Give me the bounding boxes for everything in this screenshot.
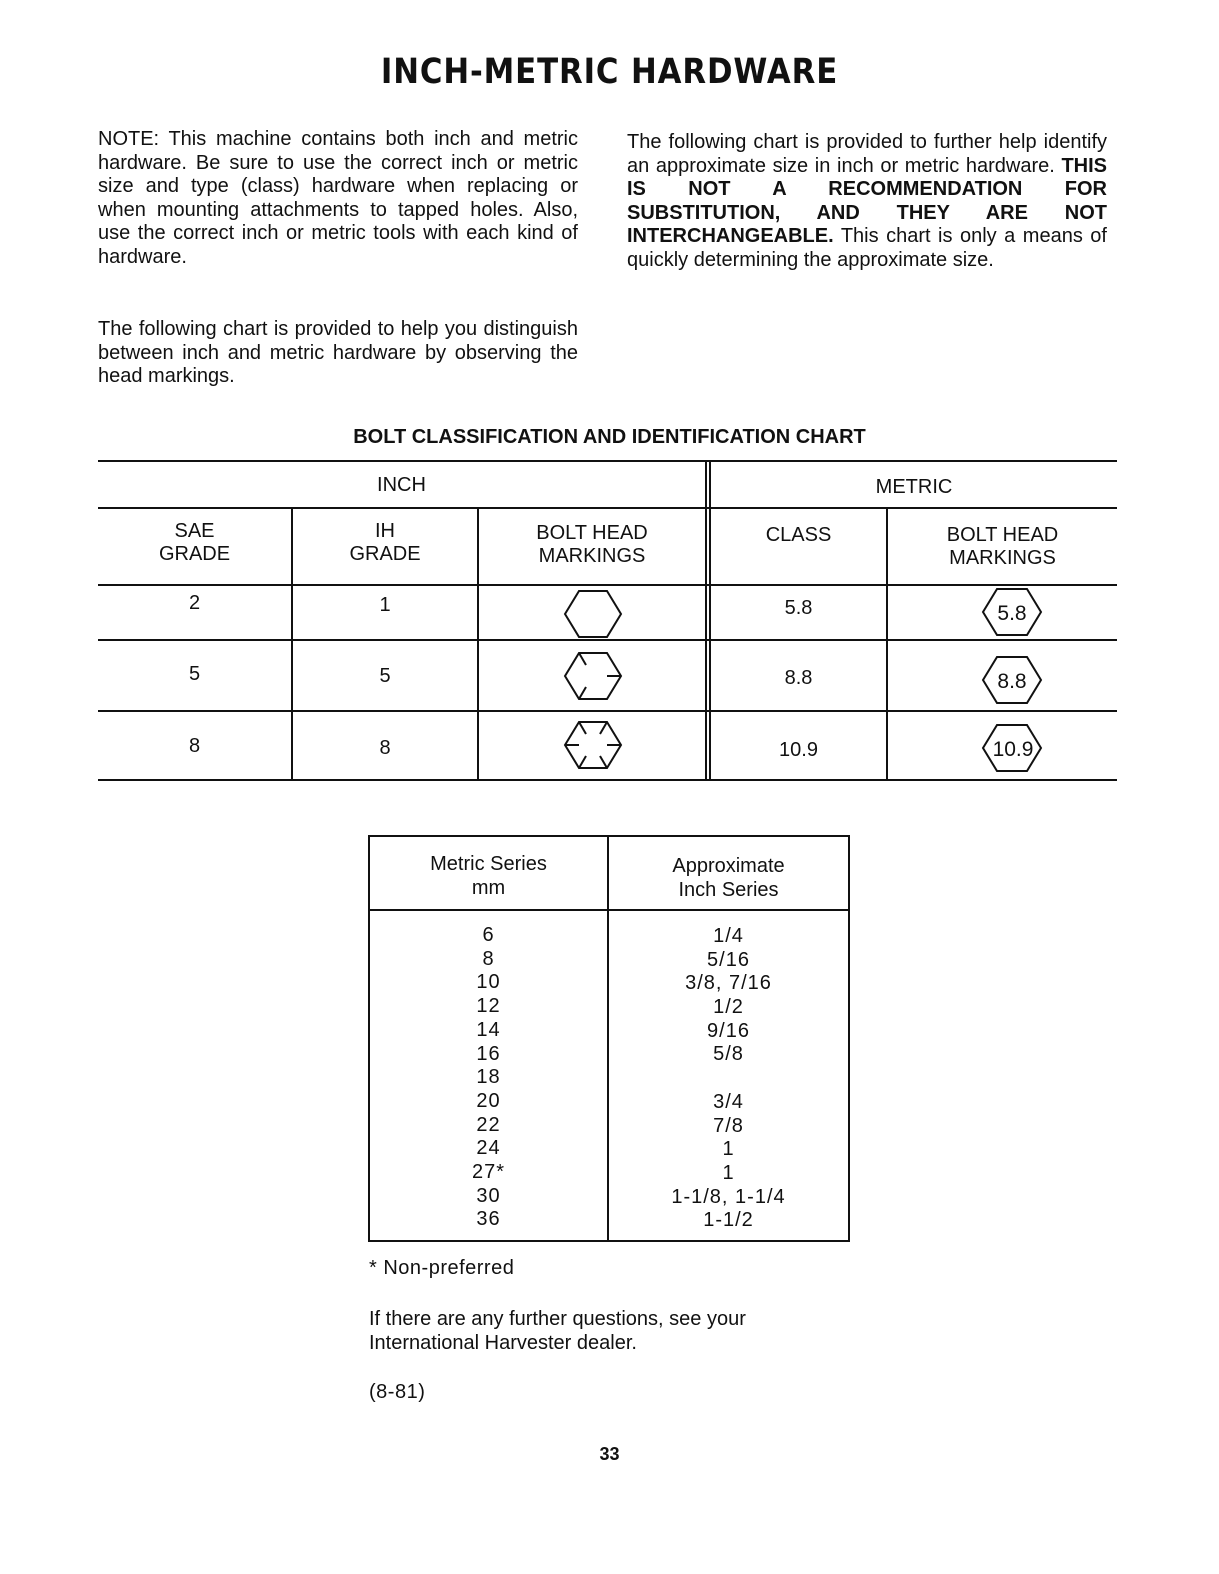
metric-group-header: METRIC	[875, 476, 953, 498]
metric-series-header	[370, 852, 607, 900]
ih-grade-cell: 8	[379, 737, 391, 759]
class-cell: 8.8	[784, 667, 813, 689]
hex-six-lines-icon	[563, 719, 623, 771]
metric-inch-series-table	[368, 835, 850, 1243]
inch-value: 1-1/2	[703, 1209, 754, 1232]
metric-hex-marking-icon	[981, 654, 1043, 706]
sae-header-line2: GRADE	[158, 543, 231, 565]
metric-value: 16	[476, 1042, 501, 1065]
inch-value: 9/16	[707, 1019, 750, 1042]
metric-value: 24	[476, 1137, 501, 1160]
hex-three-lines-icon	[563, 650, 623, 702]
approx-note-lead: The following chart is provided to further help identify an approximate size in inch or metric hardware.	[627, 131, 1107, 177]
metric-value: 27*	[471, 1161, 506, 1184]
ih-header-line2: GRADE	[349, 543, 421, 565]
ih-grade-header	[293, 520, 477, 566]
intro-note: NOTE: This machine contains both inch and metric hardware. Be sure to use the correct inch or metric size and type (class) hardware when replacing or when mounting attachments to tapped holes. Also, use the correct inch or metric tools with each kind of hardware.	[98, 128, 578, 268]
bolt-chart-title: BOLT CLASSIFICATION AND IDENTIFICATION CHART	[353, 426, 866, 448]
inch-value: 5/8	[713, 1043, 744, 1066]
metric-series-column	[370, 924, 607, 1232]
inch-value: 1	[722, 1138, 735, 1161]
non-preferred-footnote: * Non-preferred	[369, 1257, 515, 1279]
revision-code: (8-81)	[369, 1381, 426, 1403]
class-cell: 5.8	[784, 597, 813, 619]
metric-value: 12	[476, 995, 501, 1018]
inch-markings-line1: BOLT HEAD	[536, 522, 648, 544]
inch-group-header: INCH	[377, 474, 426, 496]
sae-grade-header	[98, 520, 291, 566]
inch-value: 1-1/8, 1-1/4	[671, 1185, 786, 1208]
metric-markings-line2: MARKINGS	[949, 547, 1056, 569]
class-header: CLASS	[765, 524, 832, 546]
metric-value: 14	[476, 1018, 501, 1041]
dealer-questions-note: If there are any further questions, see your International Harvester dealer.	[369, 1308, 746, 1354]
intro-approx-note	[627, 131, 1107, 272]
metric-hex-marking-icon	[981, 586, 1043, 638]
metric-value: 22	[476, 1113, 501, 1136]
ih-grade-cell: 5	[379, 665, 391, 687]
inch-value: 1	[722, 1161, 735, 1184]
sae-header-line1: SAE	[174, 520, 215, 542]
inch-value: 3/8, 7/16	[685, 972, 772, 995]
inch-series-column	[609, 925, 848, 1233]
page-number: 33	[599, 1444, 620, 1464]
ih-grade-cell: 1	[379, 594, 391, 616]
metric-value: 30	[476, 1184, 501, 1207]
inch-value: 5/16	[707, 948, 750, 971]
ih-header-line1: IH	[375, 520, 395, 542]
metric-series-header-line2: mm	[471, 877, 506, 899]
metric-mark-label: 8.8	[997, 670, 1027, 693]
metric-markings-line1: BOLT HEAD	[946, 524, 1059, 546]
bolt-classification-table	[98, 460, 1117, 782]
inch-value: 1/2	[713, 996, 744, 1019]
metric-value: 8	[482, 947, 495, 970]
inch-series-header	[609, 854, 848, 902]
page-title: INCH-METRIC HARDWARE	[380, 52, 839, 92]
metric-value: 10	[476, 971, 501, 994]
inch-markings-line2: MARKINGS	[538, 545, 646, 567]
inch-value	[609, 1067, 848, 1091]
intro-chart-description: The following chart is provided to help you distinguish between inch and metric hardware by observing the head markings.	[98, 318, 578, 387]
metric-markings-header	[888, 524, 1117, 570]
sae-grade-cell: 5	[188, 663, 201, 685]
metric-value: 18	[476, 1066, 501, 1089]
sae-grade-cell: 8	[188, 735, 201, 757]
inch-value: 1/4	[713, 925, 744, 947]
sae-grade-cell: 2	[188, 592, 201, 614]
inch-series-header-line2: Inch Series	[678, 879, 779, 901]
class-cell: 10.9	[779, 739, 818, 761]
hex-plain-icon	[563, 588, 623, 640]
metric-value: 36	[476, 1208, 501, 1231]
metric-mark-label: 5.8	[997, 602, 1027, 625]
metric-series-header-line1: Metric Series	[430, 853, 547, 875]
inch-value: 3/4	[713, 1090, 744, 1113]
inch-series-header-line1: Approximate	[672, 855, 785, 877]
inch-markings-header	[479, 522, 705, 568]
substitution-warning: THIS IS NOT A RECOMMENDATION FOR SUBSTITUTION, AND THEY ARE NOT INTERCHANGEABLE.	[627, 154, 1108, 247]
metric-value: 6	[482, 924, 495, 946]
metric-mark-label: 10.9	[992, 738, 1034, 761]
metric-value: 20	[476, 1089, 501, 1112]
inch-value: 7/8	[713, 1114, 744, 1137]
metric-hex-marking-icon	[981, 722, 1043, 774]
approx-note-tail: This chart is only a means of quickly determining the approximate size.	[627, 225, 1107, 271]
